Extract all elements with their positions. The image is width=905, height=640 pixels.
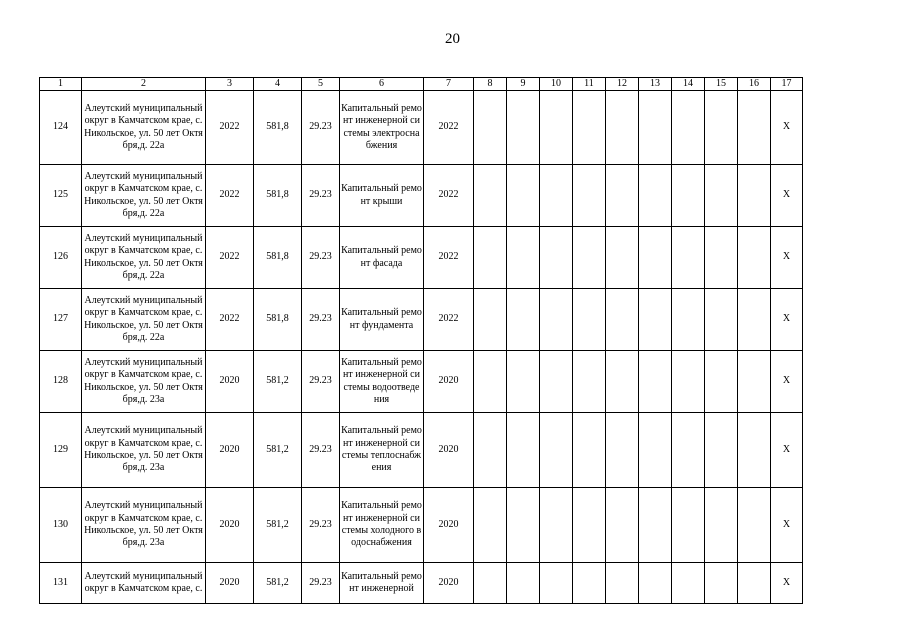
work-type-cell-text: Капитальный ремонт инженерной [341,570,422,594]
empty-cell-col-12 [606,488,639,563]
address-cell [82,289,206,351]
empty-cell-col-11 [573,289,606,351]
year-built-cell [206,91,254,165]
empty-cell-col-11 [573,165,606,227]
table-row [40,488,803,563]
empty-cell-col-9 [507,165,540,227]
empty-cell-col-8 [474,413,507,488]
empty-cell-col-11 [573,563,606,604]
row-number [40,289,82,351]
work-type-cell [340,351,424,413]
row-number [40,563,82,604]
empty-cell-col-15 [705,351,738,413]
column-header-10: 10 [540,78,573,91]
row-number-text: 125 [53,189,68,201]
empty-cell-col-13 [639,165,672,227]
rate-cell [302,488,340,563]
mark-cell: Х [771,165,803,227]
plan-year-cell-text: 2020 [438,518,459,530]
work-type-cell [340,488,424,563]
year-built-cell-text: 2020 [219,576,240,588]
year-built-cell [206,351,254,413]
rate-cell-text: 29.23 [309,576,332,588]
work-type-cell-text: Капитальный ремонт инженерной системы теплоснабжения [341,425,422,474]
rate-cell [302,563,340,604]
address-cell-text: Алеутский муниципальный округ в Камчатском крае, с. Никольское, ул. 50 лет Октября,д. 22а [84,102,203,151]
year-built-cell-text: 2022 [219,313,240,325]
empty-cell-col-13 [639,413,672,488]
table-row [40,91,803,165]
empty-cell-col-10 [540,351,573,413]
empty-cell-col-11 [573,227,606,289]
plan-year-cell-text: 2022 [438,313,459,325]
area-cell [254,91,302,165]
area-cell [254,563,302,604]
column-number-row [40,78,803,91]
plan-year-cell [424,165,474,227]
plan-year-cell [424,488,474,563]
year-built-cell-text: 2022 [219,251,240,263]
plan-year-cell [424,351,474,413]
year-built-cell-text: 2020 [219,375,240,387]
column-header-2: 2 [82,78,206,91]
rate-cell [302,413,340,488]
address-cell [82,351,206,413]
rate-cell-text: 29.23 [309,313,332,325]
plan-year-cell [424,289,474,351]
empty-cell-col-12 [606,227,639,289]
rate-cell-text: 29.23 [309,251,332,263]
table-row [40,413,803,488]
empty-cell-col-13 [639,91,672,165]
address-cell-text: Алеутский муниципальный округ в Камчатском крае, с. Никольское, ул. 50 лет Октября,д. 22а [84,232,203,281]
empty-cell-col-16 [738,563,771,604]
column-header-14: 14 [672,78,705,91]
empty-cell-col-8 [474,563,507,604]
work-type-cell [340,289,424,351]
address-cell-text: Алеутский муниципальный округ в Камчатском крае, с. Никольское, ул. 50 лет Октября,д. 23а [84,500,203,549]
plan-year-cell-text: 2022 [438,121,459,133]
capital-repair-table [39,77,803,604]
plan-year-cell-text: 2020 [438,443,459,455]
area-cell-text: 581,8 [266,189,289,201]
empty-cell-col-14 [672,488,705,563]
rate-cell [302,165,340,227]
work-type-cell-text: Капитальный ремонт инженерной системы электроснабжения [341,102,422,151]
area-cell-text: 581,2 [266,576,289,588]
empty-cell-col-16 [738,227,771,289]
empty-cell-col-14 [672,563,705,604]
row-number-text: 126 [53,251,68,263]
empty-cell-col-9 [507,563,540,604]
row-number-text: 127 [53,313,68,325]
column-header-13: 13 [639,78,672,91]
empty-cell-col-14 [672,165,705,227]
row-number-text: 129 [53,443,68,455]
plan-year-cell-text: 2022 [438,189,459,201]
year-built-cell-text: 2022 [219,189,240,201]
empty-cell-col-14 [672,227,705,289]
year-built-cell-text: 2022 [219,121,240,133]
address-cell [82,91,206,165]
column-header-7: 7 [424,78,474,91]
empty-cell-col-13 [639,289,672,351]
empty-cell-col-13 [639,351,672,413]
empty-cell-col-8 [474,289,507,351]
empty-cell-col-11 [573,488,606,563]
area-cell-text: 581,2 [266,518,289,530]
empty-cell-col-12 [606,289,639,351]
column-header-16: 16 [738,78,771,91]
address-cell-text: Алеутский муниципальный округ в Камчатском крае, с. [84,570,203,594]
column-header-4: 4 [254,78,302,91]
column-header-15: 15 [705,78,738,91]
empty-cell-col-14 [672,351,705,413]
address-cell-text: Алеутский муниципальный округ в Камчатском крае, с. Никольское, ул. 50 лет Октября,д. 23а [84,356,203,405]
rate-cell-text: 29.23 [309,189,332,201]
page-number: 20 [445,31,460,47]
empty-cell-col-9 [507,227,540,289]
area-cell [254,227,302,289]
area-cell-text: 581,2 [266,375,289,387]
empty-cell-col-14 [672,413,705,488]
empty-cell-col-9 [507,351,540,413]
column-header-5: 5 [302,78,340,91]
empty-cell-col-15 [705,289,738,351]
empty-cell-col-9 [507,488,540,563]
plan-year-cell-text: 2022 [438,251,459,263]
rate-cell [302,289,340,351]
empty-cell-col-15 [705,165,738,227]
empty-cell-col-10 [540,91,573,165]
rate-cell-text: 29.23 [309,121,332,133]
table-row [40,351,803,413]
empty-cell-col-13 [639,563,672,604]
empty-cell-col-15 [705,91,738,165]
empty-cell-col-16 [738,413,771,488]
address-cell [82,165,206,227]
empty-cell-col-15 [705,227,738,289]
address-cell [82,227,206,289]
year-built-cell-text: 2020 [219,443,240,455]
year-built-cell [206,563,254,604]
plan-year-cell [424,563,474,604]
empty-cell-col-9 [507,289,540,351]
row-number [40,165,82,227]
mark-cell: Х [771,413,803,488]
empty-cell-col-13 [639,227,672,289]
table-row [40,165,803,227]
address-cell [82,488,206,563]
column-header-11: 11 [573,78,606,91]
empty-cell-col-15 [705,563,738,604]
area-cell [254,165,302,227]
year-built-cell [206,227,254,289]
work-type-cell [340,165,424,227]
mark-cell: Х [771,488,803,563]
work-type-cell-text: Капитальный ремонт инженерной системы водоотведения [341,356,422,405]
empty-cell-col-10 [540,227,573,289]
plan-year-cell [424,91,474,165]
rate-cell [302,351,340,413]
year-built-cell [206,165,254,227]
area-cell [254,413,302,488]
empty-cell-col-11 [573,351,606,413]
table-row [40,227,803,289]
column-header-9: 9 [507,78,540,91]
plan-year-cell [424,227,474,289]
empty-cell-col-16 [738,289,771,351]
area-cell [254,488,302,563]
rate-cell [302,227,340,289]
year-built-cell [206,413,254,488]
year-built-cell [206,289,254,351]
empty-cell-col-12 [606,563,639,604]
empty-cell-col-15 [705,413,738,488]
empty-cell-col-16 [738,165,771,227]
column-header-17: 17 [771,78,803,91]
address-cell [82,413,206,488]
mark-cell: Х [771,227,803,289]
row-number-text: 130 [53,518,68,530]
empty-cell-col-8 [474,488,507,563]
plan-year-cell-text: 2020 [438,375,459,387]
work-type-cell-text: Капитальный ремонт инженерной системы холодного водоснабжения [341,500,422,549]
empty-cell-col-10 [540,165,573,227]
row-number [40,351,82,413]
empty-cell-col-11 [573,91,606,165]
row-number-text: 131 [53,576,68,588]
mark-cell: Х [771,563,803,604]
row-number [40,413,82,488]
mark-cell: Х [771,91,803,165]
row-number [40,91,82,165]
area-cell-text: 581,8 [266,251,289,263]
work-type-cell [340,413,424,488]
work-type-cell-text: Капитальный ремонт крыши [341,183,422,207]
empty-cell-col-12 [606,351,639,413]
column-header-3: 3 [206,78,254,91]
address-cell-text: Алеутский муниципальный округ в Камчатском крае, с. Никольское, ул. 50 лет Октября,д. 23а [84,425,203,474]
row-number-text: 128 [53,375,68,387]
column-header-1: 1 [40,78,82,91]
plan-year-cell [424,413,474,488]
empty-cell-col-9 [507,413,540,488]
row-number [40,227,82,289]
year-built-cell-text: 2020 [219,518,240,530]
empty-cell-col-10 [540,289,573,351]
work-type-cell [340,227,424,289]
area-cell [254,289,302,351]
table-row [40,289,803,351]
rate-cell [302,91,340,165]
empty-cell-col-13 [639,488,672,563]
mark-cell: Х [771,289,803,351]
mark-cell: Х [771,351,803,413]
work-type-cell-text: Капитальный ремонт фундамента [341,307,422,331]
area-cell-text: 581,8 [266,121,289,133]
empty-cell-col-15 [705,488,738,563]
column-header-6: 6 [340,78,424,91]
empty-cell-col-16 [738,488,771,563]
plan-year-cell-text: 2020 [438,576,459,588]
empty-cell-col-16 [738,91,771,165]
empty-cell-col-8 [474,351,507,413]
empty-cell-col-8 [474,165,507,227]
rate-cell-text: 29.23 [309,518,332,530]
empty-cell-col-14 [672,91,705,165]
empty-cell-col-8 [474,227,507,289]
area-cell-text: 581,2 [266,443,289,455]
empty-cell-col-9 [507,91,540,165]
row-number-text: 124 [53,121,68,133]
address-cell-text: Алеутский муниципальный округ в Камчатском крае, с. Никольское, ул. 50 лет Октября,д. 22а [84,170,203,219]
column-header-8: 8 [474,78,507,91]
column-header-12: 12 [606,78,639,91]
empty-cell-col-10 [540,563,573,604]
empty-cell-col-11 [573,413,606,488]
empty-cell-col-8 [474,91,507,165]
empty-cell-col-16 [738,351,771,413]
address-cell-text: Алеутский муниципальный округ в Камчатском крае, с. Никольское, ул. 50 лет Октября,д. 22а [84,294,203,343]
empty-cell-col-10 [540,413,573,488]
empty-cell-col-10 [540,488,573,563]
table-row [40,563,803,604]
area-cell [254,351,302,413]
empty-cell-col-14 [672,289,705,351]
empty-cell-col-12 [606,165,639,227]
empty-cell-col-12 [606,413,639,488]
work-type-cell-text: Капитальный ремонт фасада [341,245,422,269]
row-number [40,488,82,563]
work-type-cell [340,91,424,165]
year-built-cell [206,488,254,563]
address-cell [82,563,206,604]
area-cell-text: 581,8 [266,313,289,325]
rate-cell-text: 29.23 [309,443,332,455]
rate-cell-text: 29.23 [309,375,332,387]
work-type-cell [340,563,424,604]
empty-cell-col-12 [606,91,639,165]
